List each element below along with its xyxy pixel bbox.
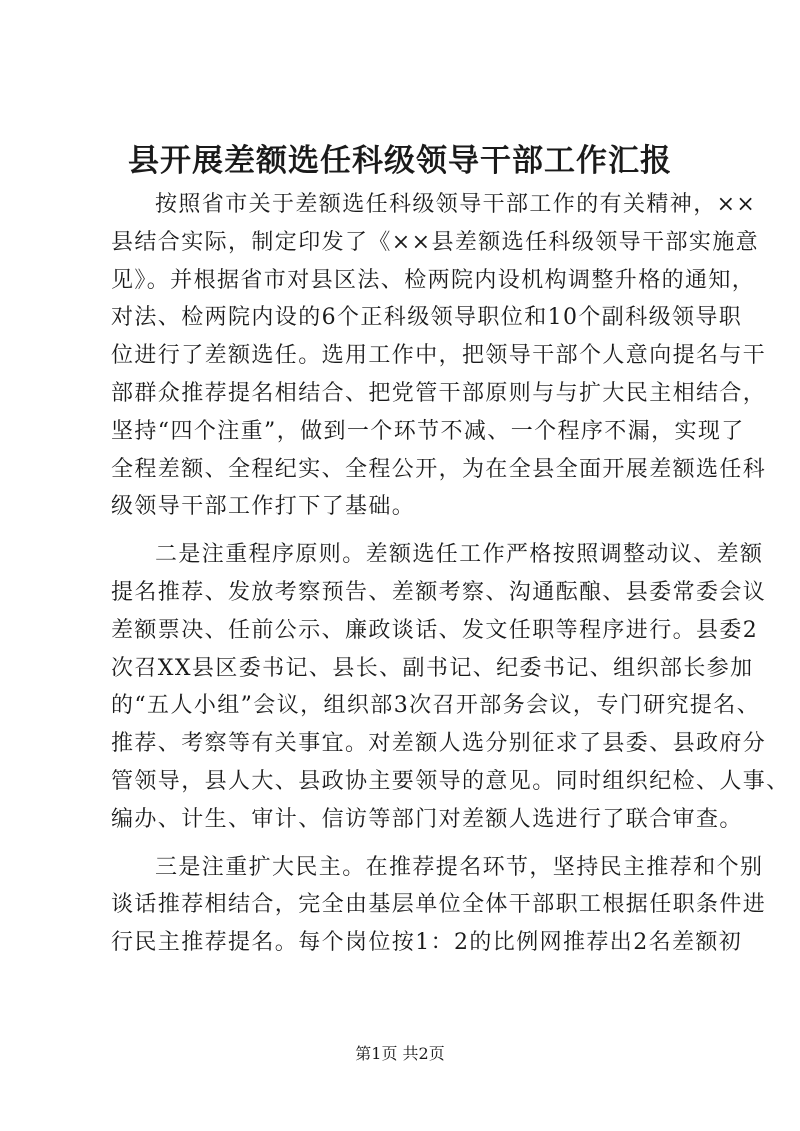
- text-line: 管领导，县人大、县政协主要领导的意见。同时组织纪检、人事、: [111, 768, 790, 794]
- text-line: 编办、计生、审计、信访等部门对差额人选进行了联合审查。: [111, 806, 743, 832]
- text-line: 二是注重程序原则。差额选任工作严格按照调整动议、差额: [155, 542, 764, 568]
- text-line: 全程差额、全程纪实、全程公开，为在全县全面开展差额选任科: [111, 456, 767, 482]
- paragraph-3: [111, 849, 767, 962]
- page-footer: 第1页 共2页: [355, 1044, 445, 1063]
- text-line: 部群众推荐提名相结合、把党管干部原则与与扩大民主相结合，: [111, 380, 767, 406]
- text-line: 谈话推荐相结合，完全由基层单位全体干部职工根据任职条件进: [111, 892, 767, 918]
- text-line: 提名推荐、发放考察预告、差额考察、沟通酝酿、县委常委会议: [111, 579, 767, 605]
- text-line: 位进行了差额选任。选用工作中，把领导干部个人意向提名与干: [111, 343, 767, 369]
- text-line: 次召XX县区委书记、县长、副书记、纪委书记、组织部长参加: [111, 655, 754, 681]
- text-line: 县结合实际，制定印发了《××县差额选任科级领导干部实施意: [111, 229, 760, 255]
- text-line: 行民主推荐提名。每个岗位按1：2的比例网推荐出2名差额初: [111, 930, 743, 956]
- text-line: 按照省市关于差额选任科级领导干部工作的有关精神，××: [155, 192, 757, 217]
- text-line: 坚持“四个注重”，做到一个环节不减、一个程序不漏，实现了: [111, 418, 745, 444]
- document-body: [111, 186, 790, 972]
- text-line: 差额票决、任前公示、廉政谈话、发文任职等程序进行。县委2: [111, 617, 759, 643]
- text-line: 推荐、考察等有关事宜。对差额人选分别征求了县委、县政府分: [111, 731, 767, 757]
- document-title: 县开展差额选任科级领导干部工作汇报: [128, 143, 672, 179]
- paragraph-2: [111, 536, 790, 838]
- text-line: 对法、检两院内设的6个正科级领导职位和10个副科级领导职: [111, 305, 743, 331]
- text-line: 级领导干部工作打下了基础。: [111, 494, 416, 520]
- text-line: 的“五人小组”会议，组织部3次召开部务会议，专门研究提名、: [111, 693, 761, 719]
- text-line: 见》。并根据省市对县区法、检两院内设机构调整升格的通知，: [111, 267, 756, 293]
- paragraph-1: [111, 186, 767, 526]
- text-line: 三是注重扩大民主。在推荐提名环节，坚持民主推荐和个别: [155, 854, 764, 880]
